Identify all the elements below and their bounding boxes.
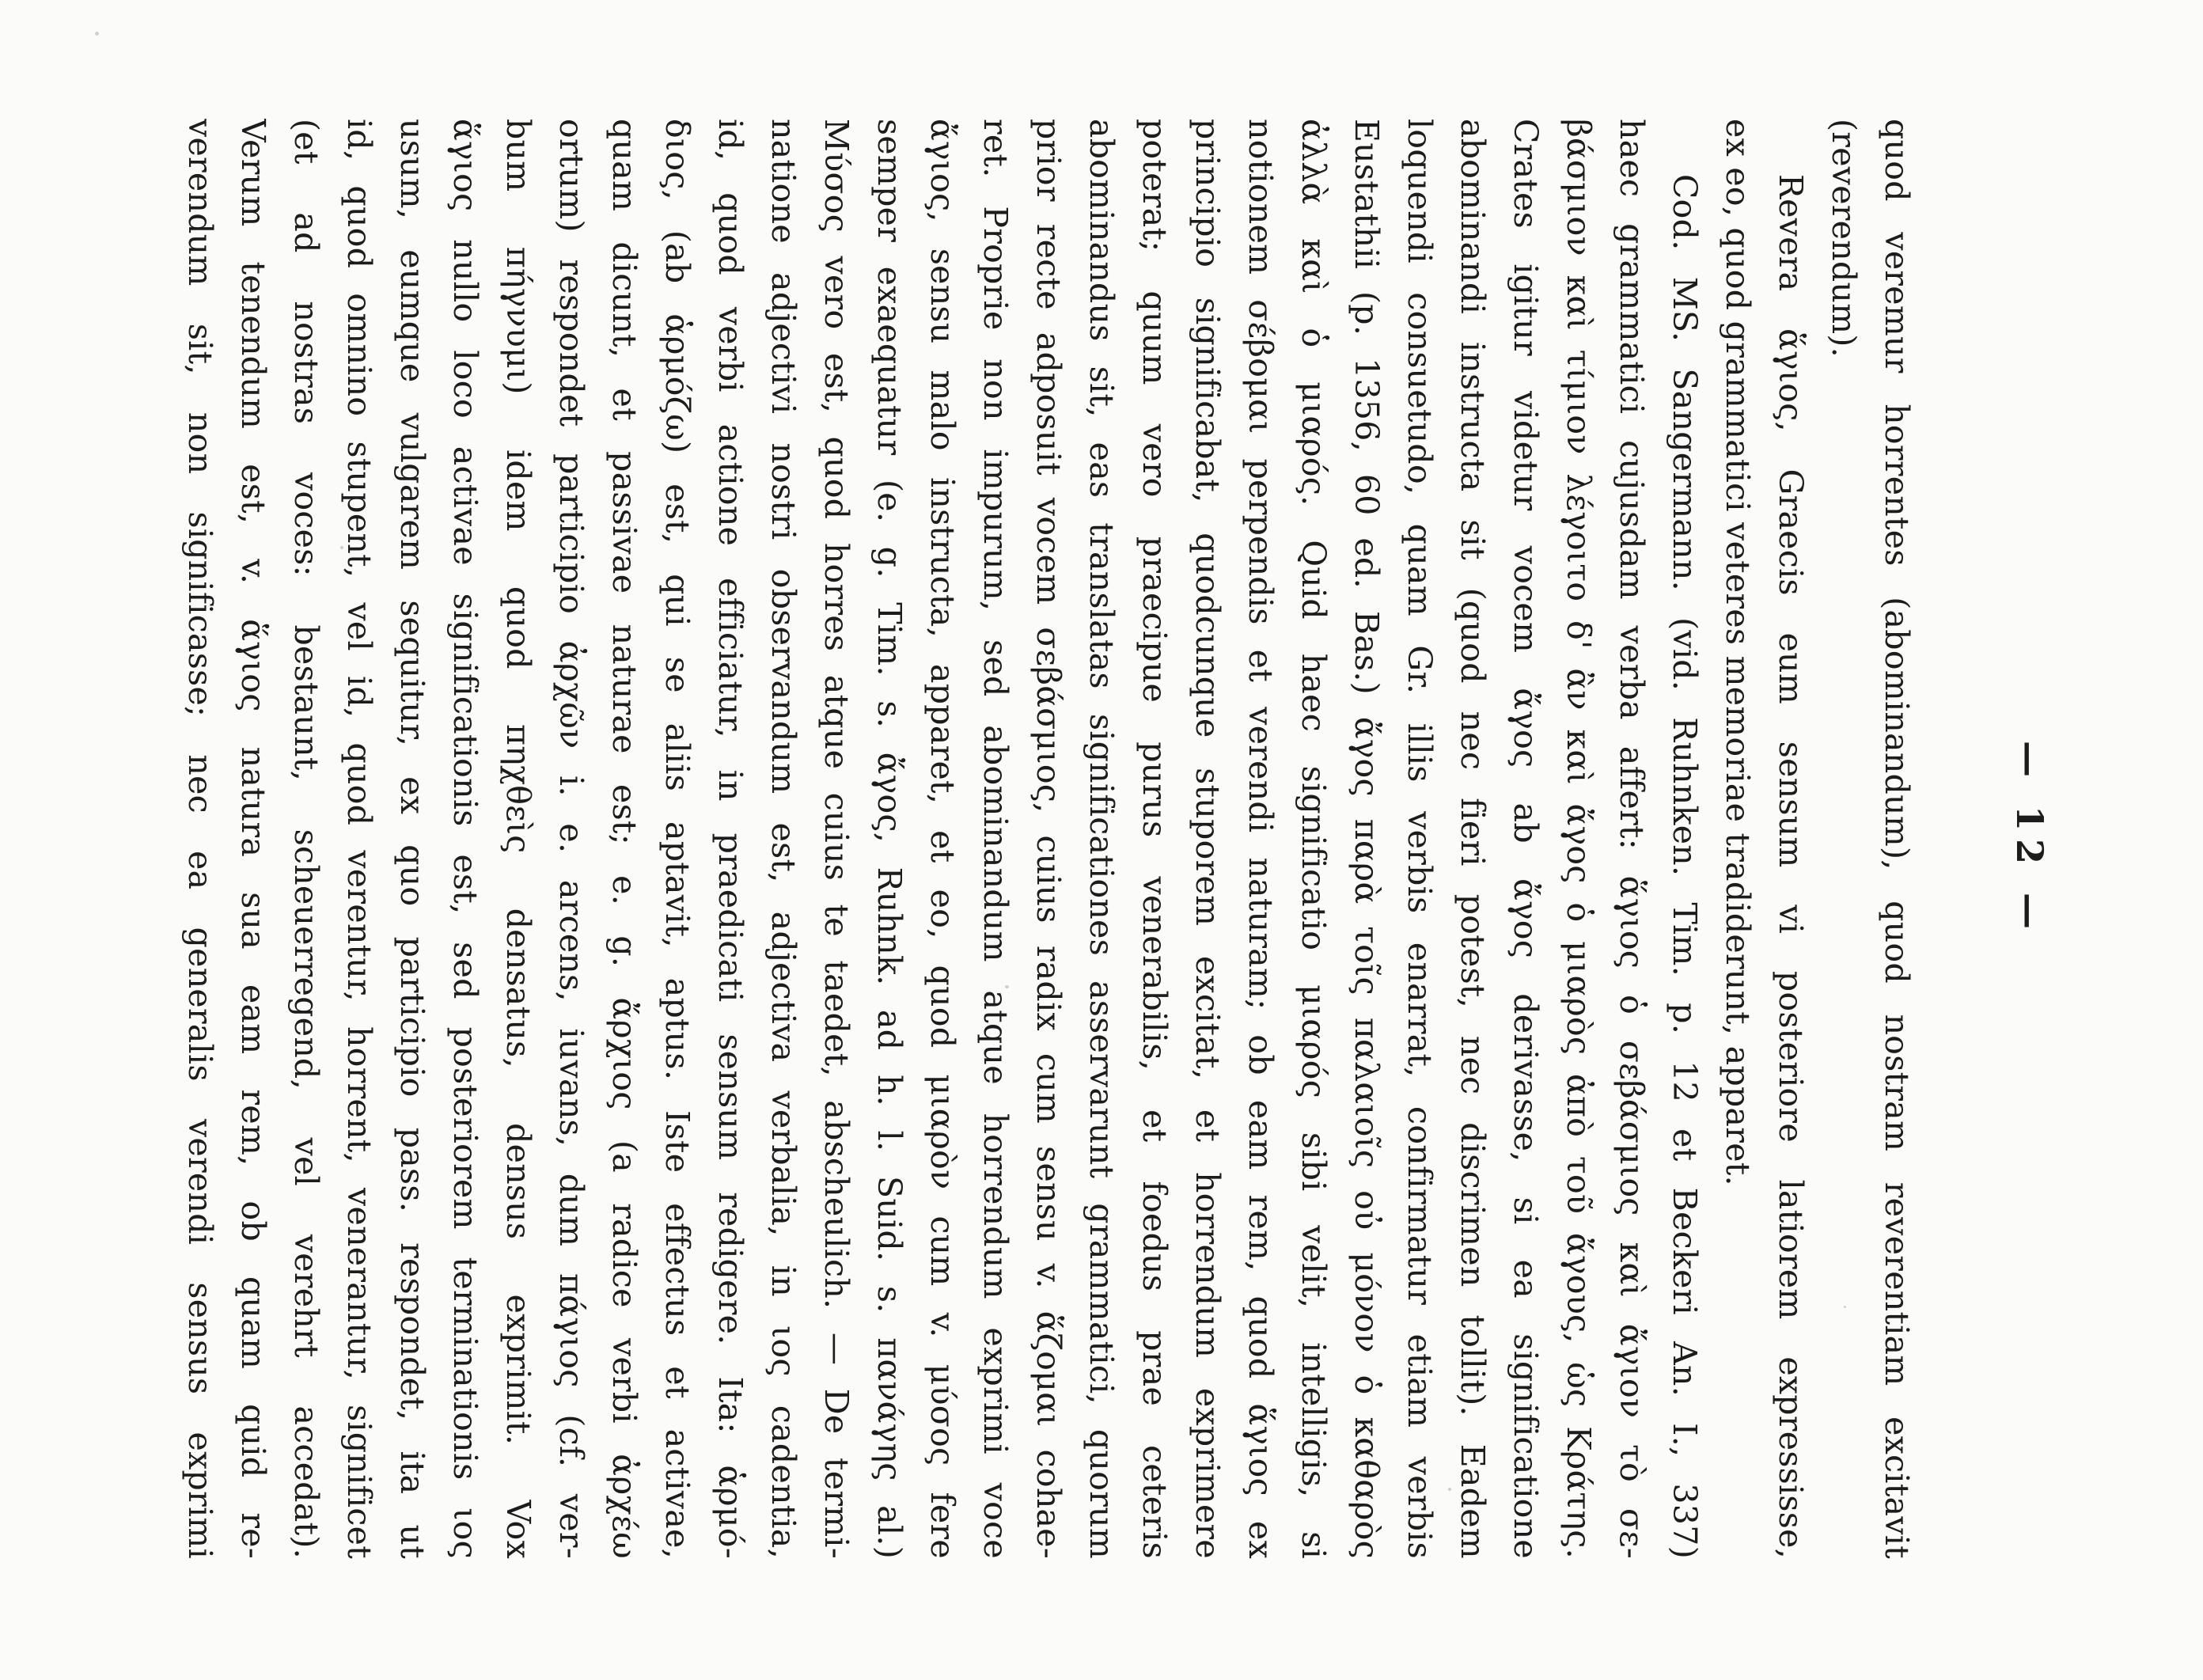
text-line: semper exaequatur (e. g. Tim. s. ἄγος, Ruhnk. ad h. l. Suid. s. πανάγης al.)	[870, 119, 908, 1559]
text-line: Eustathii (p. 1356, 60 ed. Bas.) ἄγος παρὰ τοῖς παλαιοῖς οὐ μόνον ὁ καθαρὸς	[1348, 119, 1386, 1559]
text-line: ἅγιος nullo loco activae significationis est, sed posteriorem terminationis ιος	[446, 119, 484, 1559]
text-line: verendum sit, non significasse; nec ea generalis verendi sensus exprimi	[181, 119, 219, 1559]
text-line: Μύσος vero est, quod horres atque cuius te taedet, abscheulich. — De termi-	[817, 119, 855, 1559]
text-line: (reverendum).	[1825, 119, 1863, 358]
text-line: principio significabat, quodcunque stuporem excitat, et horrendum exprimere	[1189, 119, 1227, 1559]
text-line: ortum) respondet participio ἀρχῶν i. e. arcens, iuvans, dum πάγιος (cf. ver-	[552, 119, 590, 1559]
text-line: notionem σέβομαι perpendis et verendi naturam; ob eam rem, quod ἅγιος ex	[1242, 119, 1280, 1559]
text-line: βάσμιον καὶ τίμιον λέγοιτο δ' ἂν καὶ ἄγος ὁ μιαρὸς ἀπὸ τοῦ ἄγους, ὡς Κράτης.	[1560, 119, 1598, 1559]
text-body	[173, 119, 1923, 1559]
text-line: bum πήγνυμι) idem quod πηχθεὶς densatus, densus exprimit. Vox	[499, 119, 537, 1559]
text-line: quam dicunt, et passivae naturae est; e. g. ἄρχιος (a radice verbi ἀρχέω	[605, 119, 643, 1559]
text-line: id, quod omnino stupent, vel id, quod verentur, horrent, venerantur, significet	[340, 119, 378, 1559]
text-line: ἄγιος, sensu malo instructa, apparet, et eo, quod μιαρὸν cum v. μύσος fere	[923, 119, 961, 1559]
text-line: (et ad nostras voces: bestaunt, scheuerregend, vel verehrt accedat).	[287, 119, 325, 1559]
text-line: Verum tenendum est, v. ἅγιος natura sua eam rem, ob quam quid re-	[234, 119, 272, 1559]
text-line: διος, (ab ἁρμόζω) est, qui se aliis aptavit, aptus. Iste effectus et activae,	[658, 119, 696, 1559]
text-line: ret. Proprie non impurum, sed abominandum atque horrendum exprimi voce	[976, 119, 1014, 1559]
text-line: id, quod verbi actione efficiatur, in praedicati sensum redigere. Ita: ἁρμό-	[711, 119, 749, 1559]
page-number: — 12 —	[2008, 740, 2051, 938]
text-line: prior recte adposuit vocem σεβάσμιος, cuius radix cum sensu v. ἅζομαι cohae-	[1029, 119, 1067, 1559]
text-line: Cod. MS. Sangermann. (vid. Ruhnken. Tim. p. 12 et Beckeri An. I., 337)	[1666, 174, 1704, 1559]
text-line: Crates igitur videtur vocem ἄγος ab ἄγος derivasse, si ea significatione	[1507, 119, 1545, 1559]
text-line: abominandus sit, eas translatas significationes asservarunt grammatici, quorum	[1083, 119, 1120, 1559]
text-line: loquendi consuetudo, quam Gr. illis verbis enarrat, confirmatur etiam verbis	[1401, 119, 1439, 1559]
rotated-page	[181, 119, 2057, 1559]
text-line: abominandi instructa sit (quod nec fieri potest, nec discrimen tollit). Eadem	[1454, 119, 1492, 1559]
text-line: quod veremur horrentes (abominandum), quod nostram reverentiam excitavit	[1878, 119, 1916, 1559]
text-line: natione adjectivi nostri observandum est, adjectiva verbalia, in ιος cadentia,	[764, 119, 802, 1559]
text-line: ἀλλὰ καὶ ὁ μιαρός. Quid haec significatio μιαρός sibi velit, intelligis, si	[1295, 119, 1333, 1559]
text-line: ex eo, quod grammatici veteres memoriae tradiderunt, apparet.	[1719, 119, 1757, 1186]
text-line: poterat; quum vero praecipue purus venerabilis, et foedus prae ceteris	[1136, 119, 1174, 1559]
text-line: usum, eumque vulgarem sequitur, ex quo participio pass. respondet, ita ut	[393, 119, 431, 1559]
scan-speck	[95, 32, 99, 36]
text-line: Revera ἅγιος, Graecis eum sensum vi posteriore latiorem expressisse,	[1772, 174, 1810, 1559]
text-line: haec grammatici cujusdam verba affert: ἅγιος ὁ σεβάσμιος καὶ ἄγιον τὸ σε-	[1613, 119, 1651, 1559]
